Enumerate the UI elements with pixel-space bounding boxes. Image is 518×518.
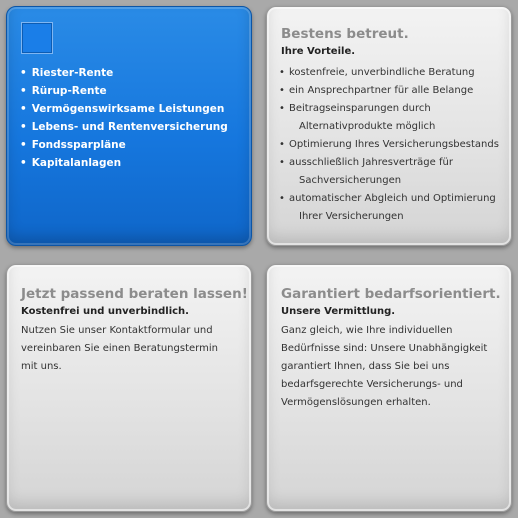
beraten-title: Jetzt passend beraten lassen! [21, 286, 248, 302]
list-item: • Optimierung Ihres Versicherungsbestands [279, 136, 505, 154]
betreut-subtitle: Ihre Vorteile. [281, 46, 356, 57]
beraten-tile [6, 264, 252, 512]
menu-item-vermoegenswirksame-leistungen[interactable] [20, 100, 228, 118]
benefits-list [279, 64, 505, 226]
bullet-icon: • [20, 121, 27, 133]
menu-item-kapitalanlagen[interactable] [20, 154, 228, 172]
list-item: • Beitragseinsparungen durch Alternativprodukte möglich [279, 100, 505, 136]
bullet-icon: • [279, 139, 285, 150]
menu-item-label: Lebens- und Rentenversicherung [31, 121, 228, 133]
bullet-icon: • [279, 67, 285, 78]
bullet-icon: • [279, 193, 285, 204]
betreut-title: Bestens betreut. [281, 26, 409, 42]
garantiert-title: Garantiert bedarfsorientiert. [281, 286, 501, 302]
menu-item-label: Fondssparpläne [31, 139, 126, 151]
menu-item-ruerup-rente[interactable] [20, 82, 228, 100]
bullet-icon: • [20, 85, 27, 97]
menu-item-label: Rürup-Rente [31, 85, 107, 97]
beraten-subtitle: Kostenfrei und unverbindlich. [21, 306, 189, 317]
menu-item-label: Vermögenswirksame Leistungen [31, 103, 225, 115]
betreut-tile [266, 6, 512, 246]
bullet-icon: • [20, 157, 27, 169]
products-menu [20, 64, 228, 172]
menu-item-riester-rente[interactable] [20, 64, 228, 82]
garantiert-tile [266, 264, 512, 512]
list-item: • automatischer Abgleich und Optimierung Ihrer Versicherungen [279, 190, 505, 226]
garantiert-subtitle: Unsere Vermittlung. [281, 306, 396, 317]
menu-item-label: Riester-Rente [31, 67, 114, 79]
list-item: • kostenfreie, unverbindliche Beratung [279, 64, 505, 82]
menu-item-lebens-rentenversicherung[interactable] [20, 118, 228, 136]
logo-square-icon [21, 22, 53, 54]
menu-item-fondssparplaene[interactable] [20, 136, 228, 154]
list-item: • ausschließlich Jahresverträge für Sachversicherungen [279, 154, 505, 190]
list-item: • ein Ansprechpartner für alle Belange [279, 82, 505, 100]
bullet-icon: • [20, 139, 27, 151]
bullet-icon: • [20, 103, 27, 115]
bullet-icon: • [279, 85, 285, 96]
bullet-icon: • [279, 157, 285, 168]
bullet-icon: • [279, 103, 285, 114]
beraten-text: Nutzen Sie unser Kontaktformular und vereinbaren Sie einen Beratungstermin mit uns. [21, 325, 218, 372]
products-tile [6, 6, 252, 246]
garantiert-text: Ganz gleich, wie Ihre individuellen Bedürfnisse sind: Unsere Unabhängigkeit garantiert Ihnen, dass Sie bei uns bedarfsgerechte Versicherungs- und Vermögenslösungen erhalten. [281, 325, 488, 408]
bullet-icon: • [20, 67, 27, 79]
menu-item-label: Kapitalanlagen [31, 157, 122, 169]
